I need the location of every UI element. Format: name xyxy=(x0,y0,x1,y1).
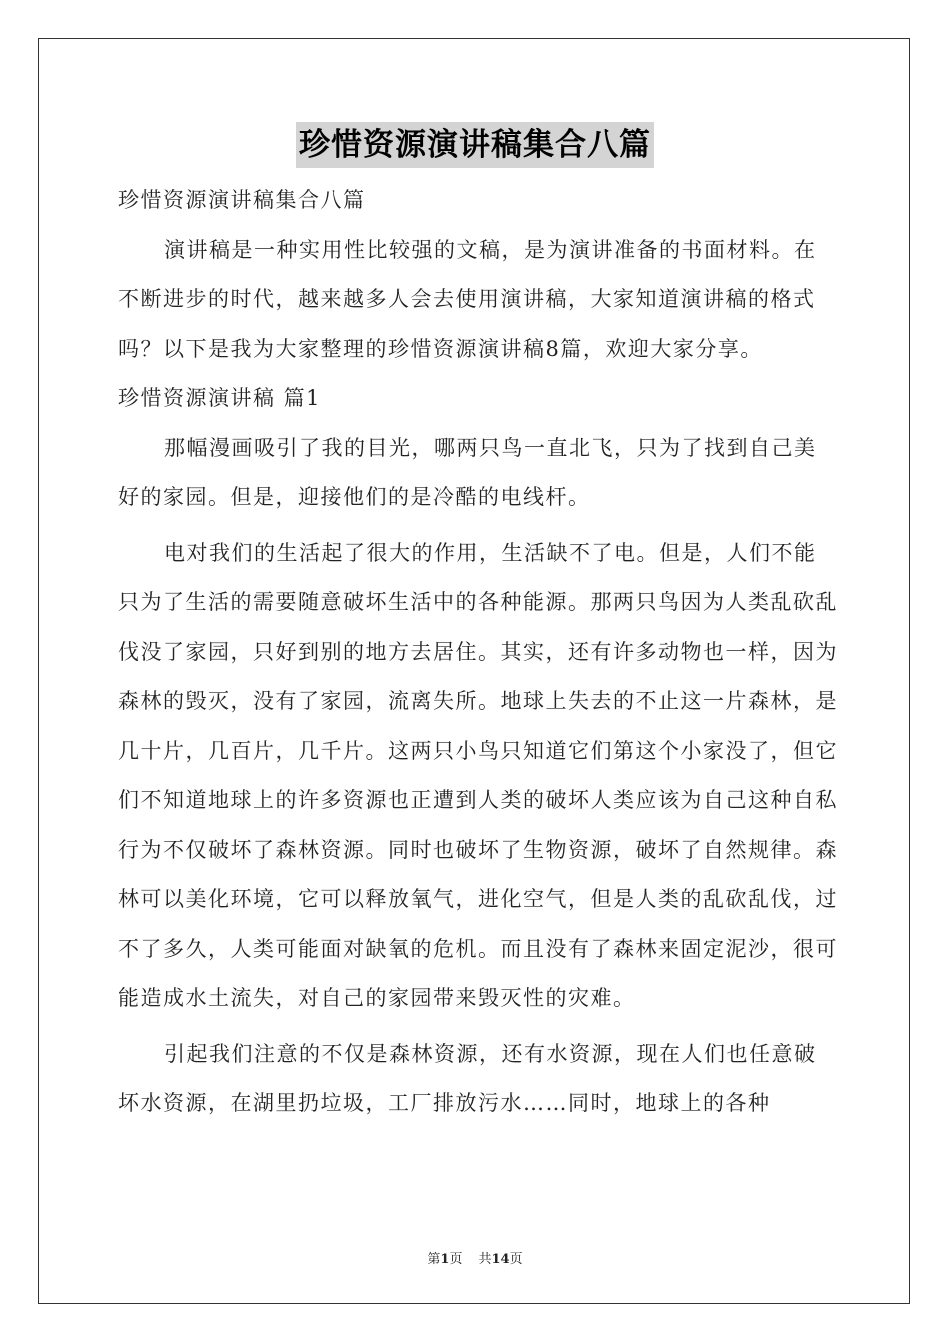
total-prefix: 共 xyxy=(478,1252,492,1267)
subtitle-line: 珍惜资源演讲稿集合八篇 xyxy=(118,188,366,212)
page-number: 1 xyxy=(440,1252,450,1267)
page-footer xyxy=(0,1248,950,1267)
section-heading: 珍惜资源演讲稿 篇1 xyxy=(118,386,322,410)
total-suffix: 页 xyxy=(509,1252,523,1267)
page-prefix: 第 xyxy=(427,1252,441,1267)
document-body xyxy=(118,176,838,1129)
intro-paragraph: 演讲稿是一种实用性比较强的文稿，是为演讲准备的书面材料。在不断进步的时代，越来越多人会去使用演讲稿，大家知道演讲稿的格式吗？以下是我为大家整理的珍惜资源演讲稿8篇，欢迎大家分享。 xyxy=(118,237,817,361)
document-title: 珍惜资源演讲稿集合八篇 xyxy=(296,122,654,168)
title-container xyxy=(0,122,950,168)
body-paragraph: 那幅漫画吸引了我的目光，哪两只鸟一直北飞，只为了找到自己美好的家园。但是，迎接他们的是冷酷的电线杆。 xyxy=(118,435,817,509)
page-total: 14 xyxy=(491,1252,510,1267)
page-suffix: 页 xyxy=(449,1252,463,1267)
body-paragraph: 引起我们注意的不仅是森林资源，还有水资源，现在人们也任意破坏水资源，在湖里扔垃圾，工厂排放污水……同时，地球上的各种 xyxy=(118,1041,817,1115)
body-paragraph: 电对我们的生活起了很大的作用，生活缺不了电。但是，人们不能只为了生活的需要随意破坏生活中的各种能源。那两只鸟因为人类乱砍乱伐没了家园，只好到别的地方去居住。其实，还有许多动物也一样，因为森林的毁灭，没有了家园，流离失所。地球上失去的不止这一片森林，是几十片，几百片，几千片。这两只小鸟只知道它们第这个小家没了，但它们不知道地球上的许多资源也正遭到人类的破坏人类应该为自己这种自私行为不仅破坏了森林资源。同时也破坏了生物资源，破坏了自然规律。森林可以美化环境，它可以释放氧气，进化空气，但是人类的乱砍乱伐，过不了多久，人类可能面对缺氧的危机。而且没有了森林来固定泥沙，很可能造成水土流失，对自己的家园带来毁灭性的灾难。 xyxy=(118,540,838,1010)
